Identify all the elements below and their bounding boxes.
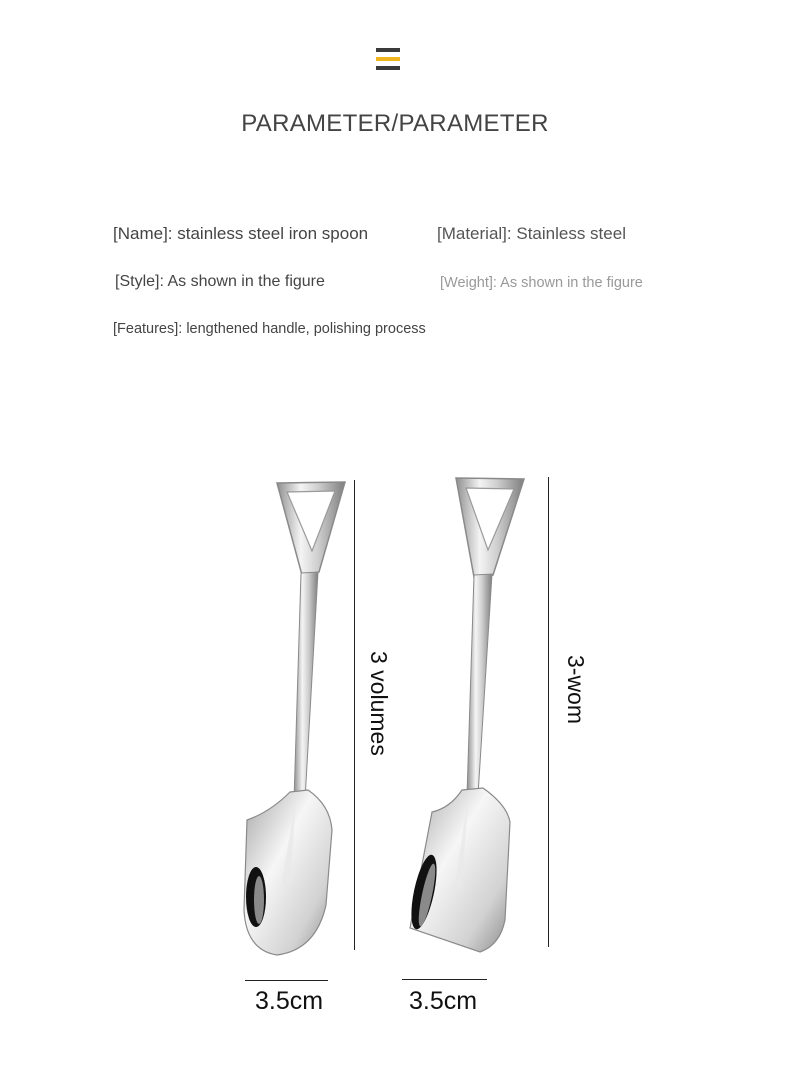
length-dimension-line-left	[354, 480, 355, 950]
param-name: [Name]: stainless steel iron spoon	[113, 224, 369, 243]
length-label-right: 3-wom	[563, 655, 589, 725]
param-features: [Features]: lengthened handle, polishing process	[113, 321, 426, 337]
length-dimension-line-right	[548, 477, 549, 947]
param-style: [Style]: As shown in the figure	[115, 273, 325, 290]
width-label-left: 3.5cm	[255, 987, 324, 1015]
page-title: PARAMETER/PARAMETER	[241, 110, 549, 137]
width-dimension-line-left	[245, 980, 328, 981]
spoon-left-image	[244, 482, 345, 955]
width-dimension-line-right	[402, 979, 487, 980]
param-material: [Material]: Stainless steel	[437, 224, 626, 243]
param-weight: [Weight]: As shown in the figure	[440, 275, 643, 291]
spoon-right-image	[406, 478, 524, 952]
length-label-left: 3 volumes	[366, 651, 392, 756]
width-label-right: 3.5cm	[409, 987, 478, 1015]
